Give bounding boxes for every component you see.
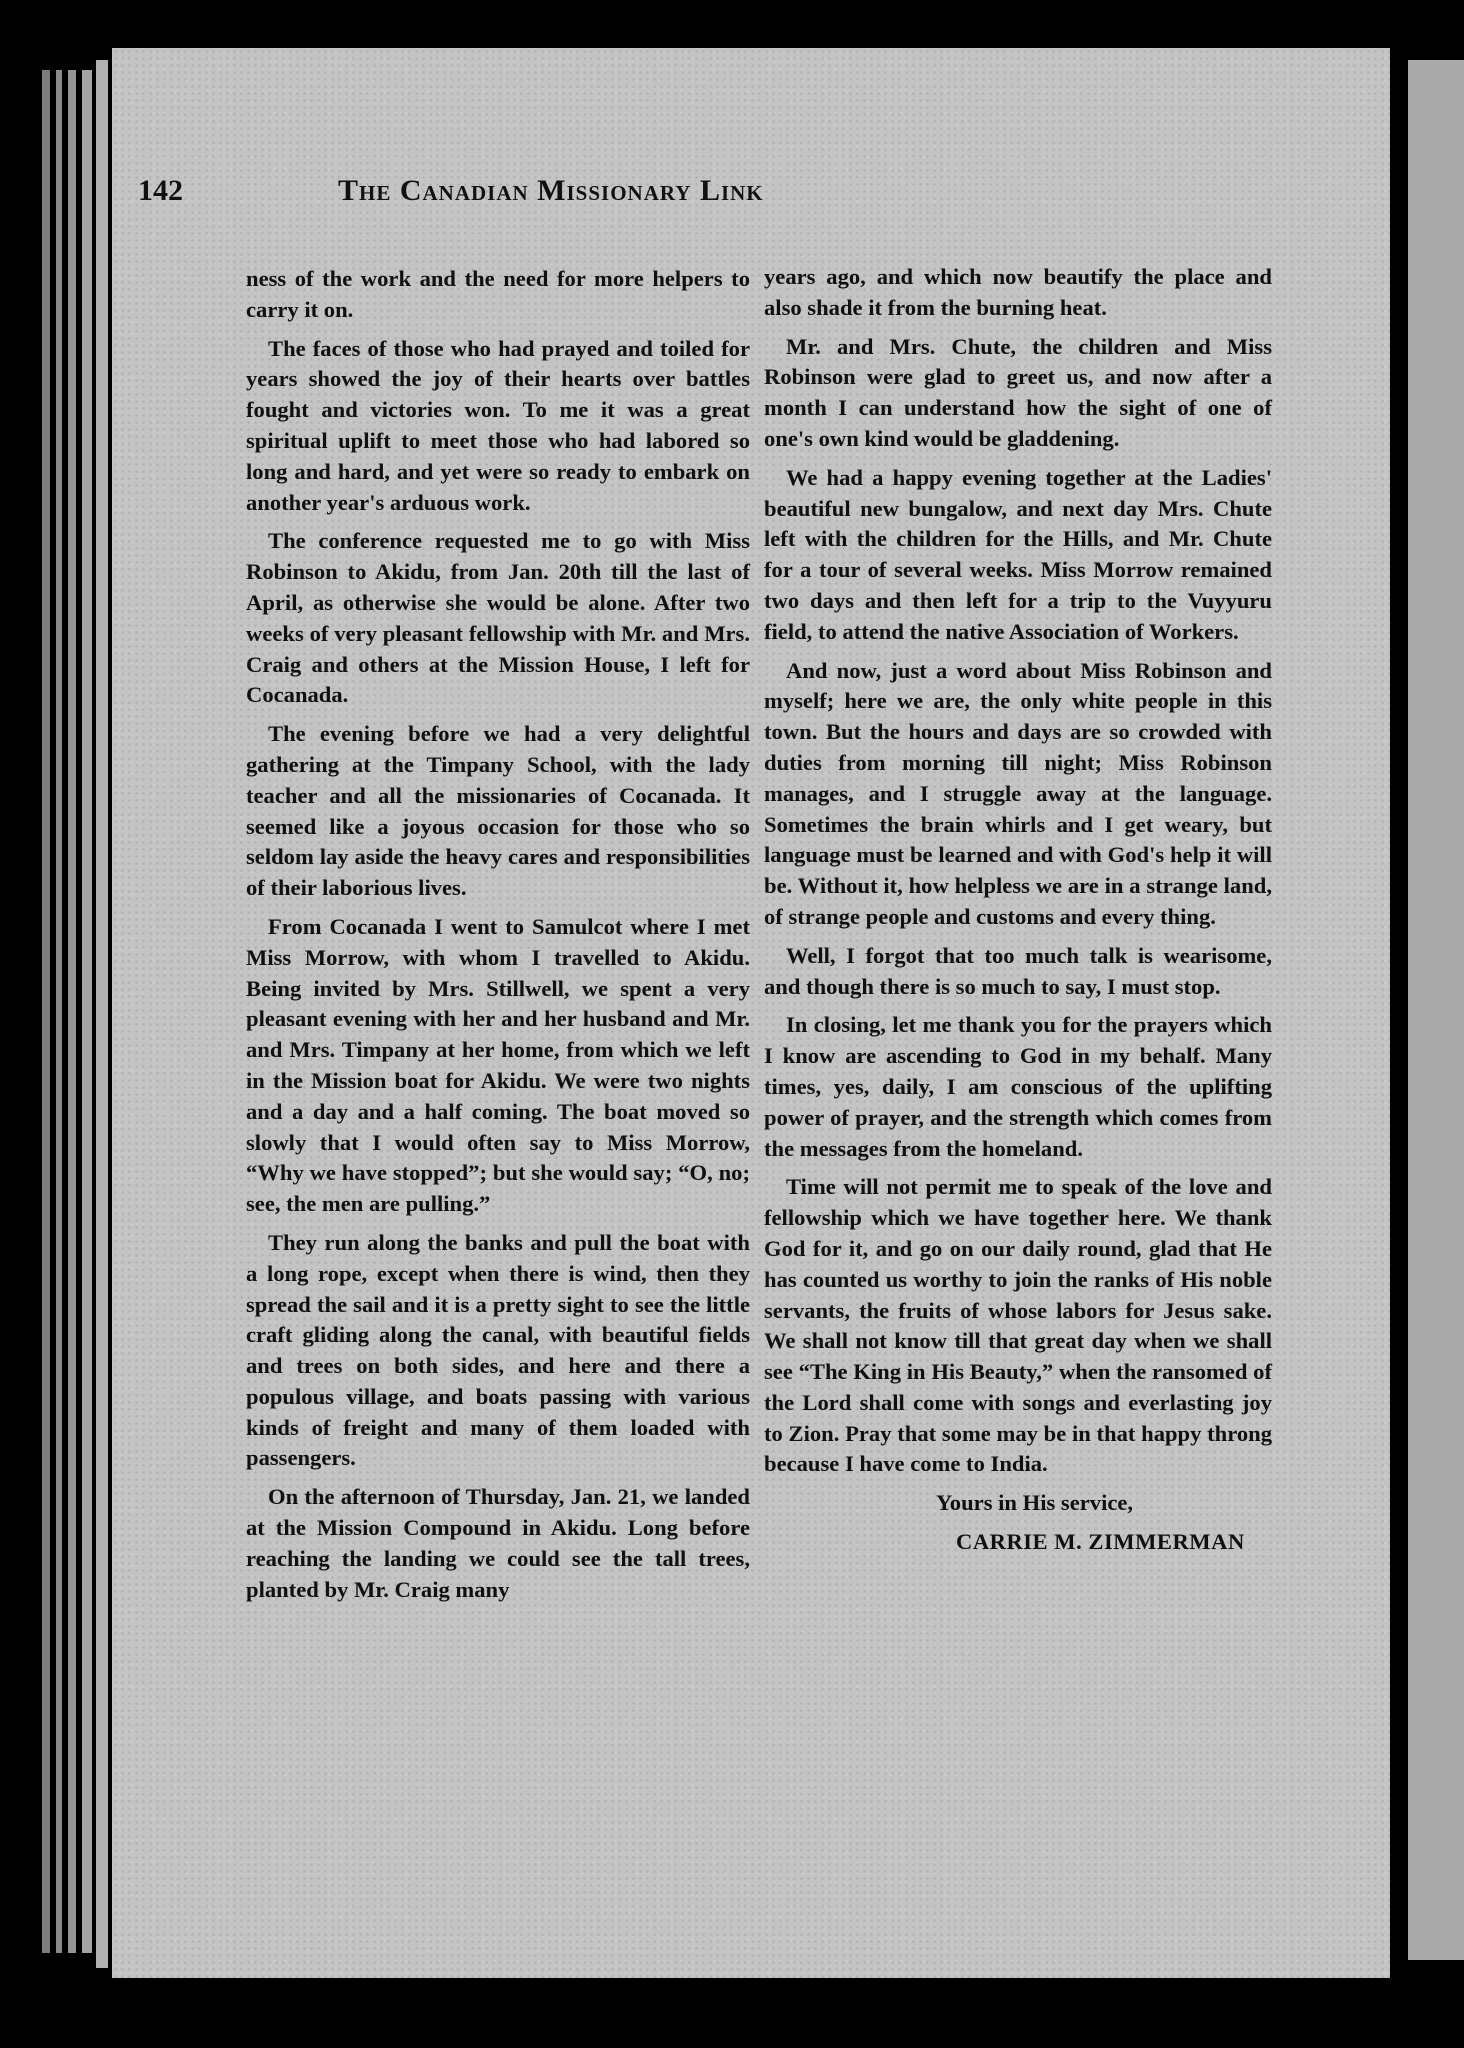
paragraph: ness of the work and the need for more helpers to carry it on. (246, 266, 750, 322)
paragraph: years ago, and which now beautify the place and also shade it from the burning heat. (764, 264, 1272, 320)
paragraph: The faces of those who had prayed and toiled for years showed the joy of their hearts over battles fought and victories won. To me it was a great spiritual uplift to meet those who had labored so long and hard, and yet were so ready to embark on another year's arduous work. (246, 335, 750, 515)
left-column (246, 264, 750, 1605)
page-number: 142 (138, 174, 183, 207)
paragraph: On the afternoon of Thursday, Jan. 21, we landed at the Mission Compound in Akidu. Long before reaching the landing we could see the tall trees, planted by Mr. Craig many (246, 1484, 750, 1602)
paragraph: And now, just a word about Miss Robinson and myself; here we are, the only white people in this town. But the hours and days are so crowded with duties from morning till night; Miss Robinson manages, and I struggle away at the language. Sometimes the brain whirls and I get weary, but language must be learned and with God's help it will be. Without it, how helpless we are in a strange land, of strange people and customs and every thing. (764, 657, 1272, 929)
paragraph: The evening before we had a very delightful gathering at the Timpany School, with the lady teacher and all the missionaries of Cocanada. It seemed like a joyous occasion for those who so seldom lay aside the heavy cares and responsibilities of their laborious lives. (246, 721, 750, 901)
paragraph: From Cocanada I went to Samulcot where I met Miss Morrow, with whom I travelled to Akidu. Being invited by Mrs. Stillwell, we spent a very pleasant evening with her and her husband and Mr. and Mrs. Timpany at her home, from which we left in the Mission boat for Akidu. We were two nights and a day and a half coming. The boat moved so slowly that I would often say to Miss Morrow, “Why we have stopped”; but she would say; “O, no; see, the men are pulling.” (246, 913, 750, 1217)
closing-line: Yours in His service, (936, 1490, 1134, 1516)
paragraph: The conference requested me to go with Miss Robinson to Akidu, from Jan. 20th till the last of April, as otherwise she would be alone. After two weeks of very pleasant fellowship with Mr. and Mrs. Craig and others at the Mission House, I left for Cocanada. (246, 528, 750, 708)
paragraph: Well, I forgot that too much talk is wearisome, and though there is so much to say, I must stop. (764, 942, 1272, 999)
paragraph: Time will not permit me to speak of the love and fellowship which we have together here. We thank God for it, and go on our daily round, glad that He has counted us worthy to join the ranks of His noble servants, the fruits of whose labors for Jesus sake. We shall not know till that great day when we shall see “The King in His Beauty,” when the ransomed of the Lord shall come with songs and everlasting joy to Zion. Pray that some may be in that happy throng because I have come to India. (764, 1174, 1272, 1477)
page-edge (82, 70, 92, 1953)
paragraph: They run along the banks and pull the boat with a long rope, except when there is wind, then they spread the sail and it is a pretty sight to see the little craft gliding along the canal, with beautiful fields and trees on both sides, and here and there a populous village, and boats passing with various kinds of freight and many of them loaded with passengers. (246, 1229, 750, 1471)
page-edge (96, 60, 108, 1968)
page-edge (56, 70, 62, 1953)
page-edge (68, 70, 76, 1953)
page-edge (42, 70, 50, 1953)
right-column (764, 262, 1272, 1566)
running-head (138, 152, 1018, 212)
paragraph: We had a happy evening together at the Ladies' beautiful new bungalow, and next day Mrs. Chute left with the children for the Hills, and Mr. Chute for a tour of several weeks. Miss Morrow remained two days and then left for a trip to the Vuyyuru field, to attend the native Association of Workers. (764, 464, 1272, 644)
facing-page-edge (1408, 60, 1464, 1960)
paragraph: Mr. and Mrs. Chute, the children and Miss Robinson were glad to greet us, and now after a month I can understand how the sight of one of one's own kind would be gladdening. (764, 333, 1272, 451)
paragraph: In closing, let me thank you for the prayers which I know are ascending to God in my behalf. Many times, yes, daily, I am conscious of the uplifting power of prayer, and the strength which comes from the messages from the homeland. (764, 1012, 1272, 1161)
signature: CARRIE M. ZIMMERMAN (956, 1529, 1245, 1555)
journal-title: The Canadian Missionary Link (338, 174, 764, 207)
